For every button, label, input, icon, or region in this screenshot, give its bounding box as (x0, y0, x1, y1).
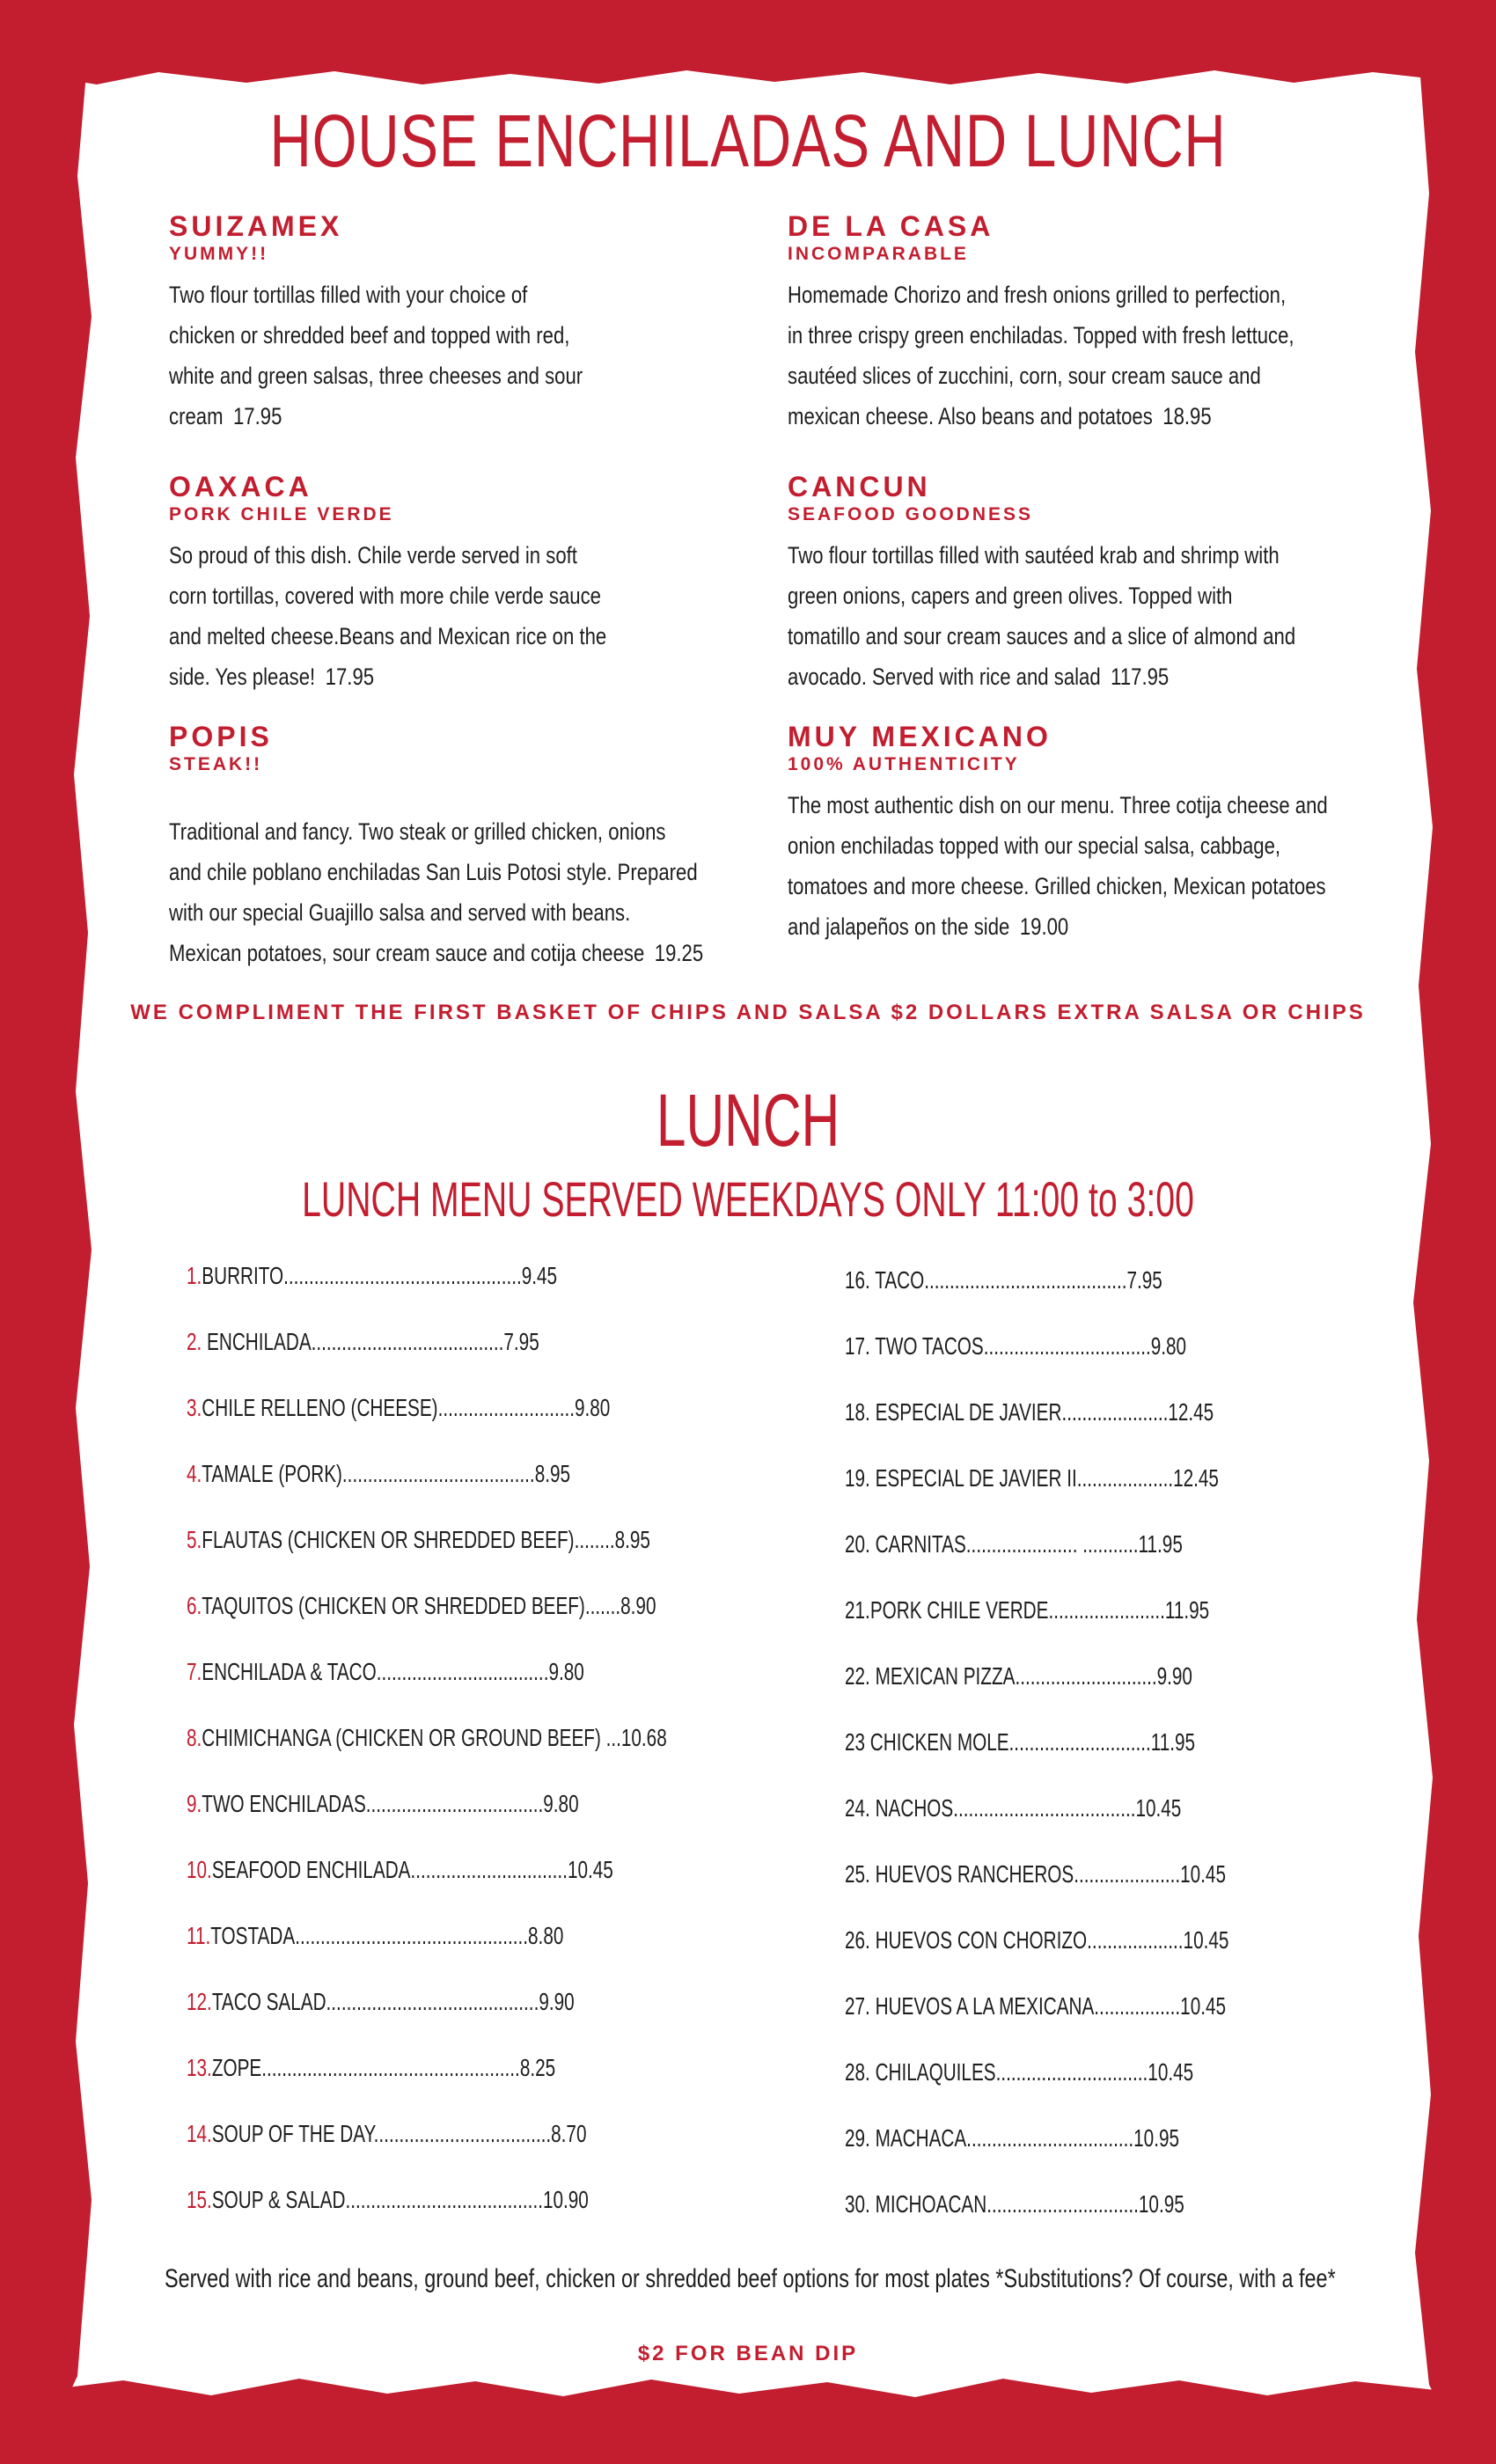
item-name: HUEVOS RANCHEROS (869, 1860, 1074, 1888)
lunch-item-content (845, 2055, 1193, 2090)
description-text: and jalapeños on the side (788, 913, 1010, 940)
lunch-menu-item (187, 1654, 724, 1690)
item-name: BURRITO (202, 1262, 284, 1289)
item-number: 11. (187, 1922, 211, 1949)
lunch-menu-item (845, 2121, 1297, 2156)
description-text: mexican cheese. Also beans and potatoes (788, 403, 1153, 429)
description-line (169, 315, 789, 356)
item-number: 13. (187, 2054, 212, 2081)
lunch-menu-item (187, 2182, 730, 2218)
dish-suizamex (169, 209, 785, 436)
item-name: TOSTADA (210, 1922, 296, 1949)
item-number: 29. (845, 2124, 870, 2152)
item-leader-dots: ........ (574, 1526, 615, 1553)
item-number: 28. (845, 2058, 870, 2086)
item-price: 10.95 (1133, 2124, 1180, 2152)
description-text: tomatoes and more cheese. Grilled chicken, Mexican potatoes (788, 873, 1326, 899)
lunch-item-content (845, 1527, 1183, 1562)
item-leader-dots: ....................................... (345, 2186, 543, 2213)
description-text: cream (169, 403, 224, 429)
lunch-item-content (187, 1918, 563, 1954)
footer-note: Served with rice and beans, ground beef, chicken or shredded beef options for most plates *Substitutions? Of course, with a fee* (165, 2264, 1336, 2293)
lunch-item-content (845, 1461, 1219, 1496)
lunch-item-content (187, 1258, 557, 1294)
description-line (788, 866, 1408, 906)
dish-name: SUIZAMEX (169, 210, 343, 242)
description-line (788, 396, 1408, 436)
item-price: 9.80 (543, 1790, 579, 1817)
lunch-menu-item (187, 1390, 759, 1426)
item-leader-dots: ................... (1076, 1464, 1174, 1492)
item-leader-dots: ....................... (1048, 1596, 1165, 1624)
lunch-menu-item (845, 2055, 1316, 2090)
lunch-item-content (187, 1654, 584, 1690)
dish-price: 19.25 (654, 940, 704, 966)
item-number: 9. (187, 1790, 202, 1817)
item-name: CHILAQUILES (869, 2058, 996, 2086)
item-price: 9.80 (548, 1658, 584, 1685)
description-text: The most authentic dish on our menu. Three cotija cheese and (788, 792, 1328, 818)
lunch-menu-item (845, 1329, 1306, 1364)
item-price: 8.80 (528, 1922, 564, 1949)
chips-note: WE COMPLIMENT THE FIRST BASKET OF CHIPS AND SALSA $2 DOLLARS EXTRA SALSA OR CHIPS (130, 1001, 1366, 1024)
dish-name: POPIS (169, 721, 273, 752)
item-number: 12. (187, 1988, 212, 2015)
item-price: 10.45 (1180, 1992, 1227, 2020)
description-text: side. Yes please! (169, 664, 316, 690)
description-line (788, 616, 1408, 656)
lunch-item-content (845, 1659, 1192, 1694)
item-name: MACHACA (869, 2124, 967, 2152)
item-number: 20. (845, 1530, 870, 1558)
description-text: corn tortillas, covered with more chile verde sauce (169, 583, 601, 609)
item-number: 8. (187, 1724, 202, 1751)
item-name: TAMALE (PORK) (202, 1460, 342, 1487)
lunch-item-content (845, 1923, 1228, 1958)
description-line (788, 656, 1408, 697)
description-line (788, 315, 1408, 356)
item-number: 24. (845, 1794, 870, 1822)
item-name: HUEVOS A LA MEXICANA (869, 1992, 1095, 2020)
description-line (169, 396, 789, 436)
description-line (788, 576, 1408, 616)
dish-tagline: INCOMPARABLE (788, 244, 969, 264)
item-number: 4. (187, 1460, 202, 1487)
lunch-item-content (187, 2182, 589, 2218)
lunch-menu-item (845, 1395, 1344, 1430)
description-line (788, 535, 1408, 576)
item-leader-dots: ....... (584, 1592, 621, 1619)
lunch-menu-item (845, 1989, 1360, 2024)
lunch-menu-item (845, 1923, 1364, 1958)
description-text: Mexican potatoes, sour cream sauce and cotija cheese (169, 940, 645, 966)
description-text: in three crispy green enchiladas. Topped with fresh lettuce, (788, 322, 1294, 348)
item-name: CARNITAS (869, 1530, 966, 1558)
lunch-item-content (845, 1791, 1181, 1826)
item-leader-dots: ............................ (1015, 1662, 1157, 1690)
dish-name: CANCUN (788, 471, 931, 502)
dish-description (169, 275, 789, 436)
lunch-menu-item (845, 1263, 1274, 1298)
item-leader-dots: ...................................... (341, 1460, 535, 1487)
item-price: 10.45 (567, 1856, 613, 1883)
description-text: chicken or shredded beef and topped with red, (169, 322, 570, 348)
dish-cancun (788, 470, 1404, 697)
item-leader-dots: ................................. (966, 2124, 1134, 2152)
item-number: 30. (845, 2190, 870, 2218)
lunch-item-content (187, 1984, 575, 2020)
bean-dip-note: $2 FOR BEAN DIP (637, 2342, 859, 2365)
description-text: green onions, capers and green olives. Topped with (788, 583, 1233, 609)
dish-de-la-casa (788, 209, 1404, 436)
item-price: 8.25 (519, 2054, 556, 2081)
dish-popis (169, 720, 785, 973)
description-line (169, 656, 789, 697)
item-name: CHICKEN MOLE (865, 1728, 1009, 1756)
item-name: HUEVOS CON CHORIZO (869, 1926, 1088, 1954)
lunch-item-content (187, 1786, 579, 1822)
lunch-menu-item (845, 1593, 1338, 1628)
description-text: and melted cheese.Beans and Mexican rice on the (169, 623, 607, 649)
item-price: 11.95 (1164, 1596, 1210, 1624)
lunch-item-content (187, 1324, 539, 1360)
description-text: avocado. Served with rice and salad (788, 664, 1101, 690)
item-price: 9.80 (575, 1394, 611, 1421)
item-price: 12.45 (1168, 1398, 1214, 1426)
lunch-menu-item (845, 1857, 1360, 1892)
item-number: 10. (187, 1856, 212, 1883)
dish-price: 17.95 (325, 664, 375, 690)
page-title: HOUSE ENCHILADAS AND LUNCH (269, 99, 1227, 182)
lunch-item-content (187, 2116, 586, 2152)
dish-description (788, 275, 1408, 436)
lunch-title: LUNCH (656, 1079, 840, 1162)
item-price: 8.95 (534, 1460, 571, 1487)
item-leader-dots: .............................................. (295, 1922, 529, 1949)
lunch-menu-item (845, 1725, 1318, 1760)
dish-tagline: STEAK!! (169, 754, 263, 774)
dish-price: 117.95 (1111, 664, 1170, 690)
item-name: CHILE RELLENO (CHEESE) (202, 1394, 438, 1421)
item-name: ZOPE (211, 2054, 262, 2081)
item-number: 23 (845, 1728, 866, 1756)
dish-description (169, 811, 789, 973)
item-leader-dots: ........................... (437, 1394, 576, 1421)
description-text: tomatillo and sour cream sauces and a slice of almond and (788, 623, 1296, 649)
item-leader-dots: ...................................... (311, 1328, 504, 1355)
item-name: TACO SALAD (211, 1988, 326, 2015)
lunch-item-content (845, 1329, 1186, 1364)
description-text: onion enchiladas topped with our special salsa, cabbage, (788, 832, 1281, 859)
lunch-menu-item (187, 1324, 664, 1360)
item-name: TWO TACOS (869, 1332, 984, 1360)
description-text: Two flour tortillas filled with sautéed krab and shrimp with (788, 542, 1280, 568)
lunch-menu-item (187, 1588, 821, 1624)
item-price: 10.68 (620, 1724, 667, 1751)
dish-price: 17.95 (232, 403, 282, 429)
description-line (169, 811, 789, 852)
description-text: Two flour tortillas filled with your choice of (169, 282, 528, 308)
lunch-item-content (845, 2121, 1179, 2156)
item-leader-dots: ................................................... (261, 2054, 520, 2081)
item-leader-dots: .......................................... (326, 1988, 539, 2015)
item-price: 7.95 (503, 1328, 539, 1355)
item-price: 9.80 (1150, 1332, 1187, 1360)
lunch-menu-item (845, 1659, 1315, 1694)
item-leader-dots: ..................... (1074, 1860, 1181, 1888)
item-name: TACO (869, 1266, 925, 1294)
item-number: 21. (845, 1596, 870, 1624)
item-number: 18. (845, 1398, 870, 1426)
description-text: Traditional and fancy. Two steak or grilled chicken, onions (169, 818, 666, 845)
lunch-item-content (845, 1593, 1209, 1628)
item-price: 7.95 (1126, 1266, 1162, 1294)
item-leader-dots: .................................... (953, 1794, 1136, 1822)
item-price: 10.45 (1135, 1794, 1182, 1822)
item-price: 10.95 (1138, 2190, 1184, 2218)
item-number: 3. (187, 1394, 202, 1421)
item-leader-dots: .............................. (986, 2190, 1139, 2218)
item-price: 10.45 (1183, 1926, 1229, 1954)
item-name: PORK CHILE VERDE (869, 1596, 1049, 1624)
item-leader-dots: ................... (1087, 1926, 1184, 1954)
item-price: 10.45 (1180, 1860, 1226, 1888)
item-name: MEXICAN PIZZA (869, 1662, 1016, 1690)
item-price: 8.70 (551, 2120, 587, 2147)
dish-name: DE LA CASA (788, 210, 994, 242)
dish-oaxaca (169, 470, 785, 697)
item-number: 6. (187, 1592, 202, 1619)
item-leader-dots: ..................... (1061, 1398, 1169, 1426)
description-text: with our special Guajillo salsa and served with beans. (169, 899, 631, 926)
item-price: 9.90 (1156, 1662, 1192, 1690)
item-name: TWO ENCHILADAS (202, 1790, 366, 1817)
description-line (169, 535, 789, 576)
lunch-menu-item (187, 1720, 835, 1756)
item-name: TAQUITOS (CHICKEN OR SHREDDED BEEF) (202, 1592, 585, 1619)
lunch-menu-item (187, 1456, 705, 1492)
lunch-menu-item (845, 1791, 1300, 1826)
item-name: ESPECIAL DE JAVIER II (869, 1464, 1077, 1492)
item-number: 17. (845, 1332, 870, 1360)
item-name: SOUP & SALAD (211, 2186, 346, 2213)
lunch-menu-item (187, 1522, 813, 1558)
description-line (788, 906, 1408, 947)
item-name: NACHOS (869, 1794, 954, 1822)
lunch-item-content (187, 2050, 555, 2086)
description-line (169, 852, 789, 892)
lunch-menu-item (187, 2116, 727, 2152)
description-line (169, 892, 789, 933)
dish-tagline: SEAFOOD GOODNESS (788, 504, 1034, 524)
description-line (169, 616, 789, 656)
lunch-item-content (187, 1522, 650, 1558)
item-leader-dots: .............................. (995, 2058, 1148, 2086)
item-price: 9.45 (521, 1262, 558, 1289)
dish-price: 19.00 (1019, 913, 1069, 940)
lunch-menu-item (187, 2050, 685, 2086)
lunch-item-content (187, 1852, 613, 1888)
lunch-menu-item (187, 1852, 763, 1888)
description-line (788, 825, 1408, 866)
item-number: 26. (845, 1926, 870, 1954)
item-number: 16. (845, 1266, 870, 1294)
lunch-menu-item (845, 1527, 1302, 1562)
description-text: So proud of this dish. Chile verde served in soft (169, 542, 577, 568)
description-line (169, 576, 789, 616)
item-number: 27. (845, 1992, 870, 2020)
lunch-item-content (187, 1456, 570, 1492)
description-line (169, 933, 789, 973)
dish-muy-mexicano (788, 720, 1404, 947)
lunch-menu-item (187, 1258, 687, 1294)
item-leader-dots: .................................. (376, 1658, 549, 1685)
item-number: 15. (187, 2186, 212, 2213)
description-line (169, 356, 789, 396)
lunch-menu-item (845, 2187, 1303, 2222)
lunch-menu-item (187, 1786, 716, 1822)
dish-tagline: PORK CHILE VERDE (169, 504, 394, 524)
item-price: 10.45 (1148, 2058, 1194, 2086)
lunch-item-content (845, 1395, 1214, 1430)
item-number: 1. (187, 1262, 202, 1289)
lunch-menu-item (187, 1984, 710, 2020)
dish-description (169, 535, 789, 697)
lunch-item-content (187, 1390, 610, 1426)
description-line (788, 785, 1408, 825)
dish-tagline: 100% AUTHENTICITY (788, 754, 1020, 774)
item-leader-dots: ............................................... (283, 1262, 522, 1289)
item-number: 7. (187, 1658, 202, 1685)
description-text: sautéed slices of zucchini, corn, sour cream sauce and (788, 363, 1261, 389)
item-number: 14. (187, 2120, 212, 2147)
item-leader-dots: ................................. (983, 1332, 1151, 1360)
item-name: CHIMICHANGA (CHICKEN OR GROUND BEEF) ... (202, 1724, 621, 1751)
item-price: 8.95 (614, 1526, 650, 1553)
lunch-item-content (845, 1725, 1195, 1760)
dish-name: OAXACA (169, 471, 312, 502)
lunch-subtitle: LUNCH MENU SERVED WEEKDAYS ONLY 11:00 to 3:00 (302, 1171, 1194, 1227)
item-leader-dots: ............................... (410, 1856, 568, 1883)
item-number: 19. (845, 1464, 870, 1492)
item-number: 2. (187, 1328, 202, 1355)
item-leader-dots: ...................... ........... (965, 1530, 1139, 1558)
item-name: SOUP OF THE DAY (211, 2120, 374, 2147)
dish-description (788, 785, 1408, 947)
item-number: 5. (187, 1526, 202, 1553)
description-line (788, 275, 1408, 315)
item-leader-dots: ................. (1094, 1992, 1181, 2020)
description-text: Homemade Chorizo and fresh onions grilled to perfection, (788, 282, 1287, 308)
dish-description (788, 535, 1408, 697)
dish-price: 18.95 (1162, 403, 1212, 429)
dish-tagline: YUMMY!! (169, 244, 269, 264)
item-name: ESPECIAL DE JAVIER (869, 1398, 1062, 1426)
item-leader-dots: ............................ (1008, 1728, 1151, 1756)
lunch-item-content (845, 2187, 1184, 2222)
item-price: 9.90 (539, 1988, 575, 2015)
lunch-item-content (845, 1989, 1226, 2024)
item-leader-dots: ................................... (373, 2120, 552, 2147)
lunch-item-content (845, 1263, 1162, 1298)
lunch-item-content (845, 1857, 1226, 1892)
lunch-item-content (187, 1588, 656, 1624)
description-text: white and green salsas, three cheeses and sour (169, 363, 583, 389)
item-leader-dots: ................................... (365, 1790, 544, 1817)
item-name: SEAFOOD ENCHILADA (211, 1856, 411, 1883)
item-price: 11.95 (1138, 1530, 1183, 1558)
lunch-menu-item (845, 1461, 1350, 1496)
item-price: 10.90 (542, 2186, 589, 2213)
dish-name: MUY MEXICANO (788, 721, 1052, 752)
item-name: FLAUTAS (CHICKEN OR SHREDDED BEEF) (202, 1526, 575, 1553)
item-name: ENCHILADA & TACO (202, 1658, 377, 1685)
lunch-menu-item (187, 1918, 696, 1954)
description-line (788, 356, 1408, 396)
lunch-item-content (187, 1720, 667, 1756)
item-price: 8.90 (620, 1592, 656, 1619)
item-price: 12.45 (1173, 1464, 1219, 1492)
description-line (169, 275, 789, 315)
item-name: MICHOACAN (869, 2190, 987, 2218)
item-name: ENCHILADA (202, 1328, 312, 1355)
item-price: 11.95 (1150, 1728, 1196, 1756)
description-text: and chile poblano enchiladas San Luis Potosi style. Prepared (169, 859, 698, 885)
item-leader-dots: ........................................ (924, 1266, 1127, 1294)
item-number: 22. (845, 1662, 870, 1690)
item-number: 25. (845, 1860, 870, 1888)
